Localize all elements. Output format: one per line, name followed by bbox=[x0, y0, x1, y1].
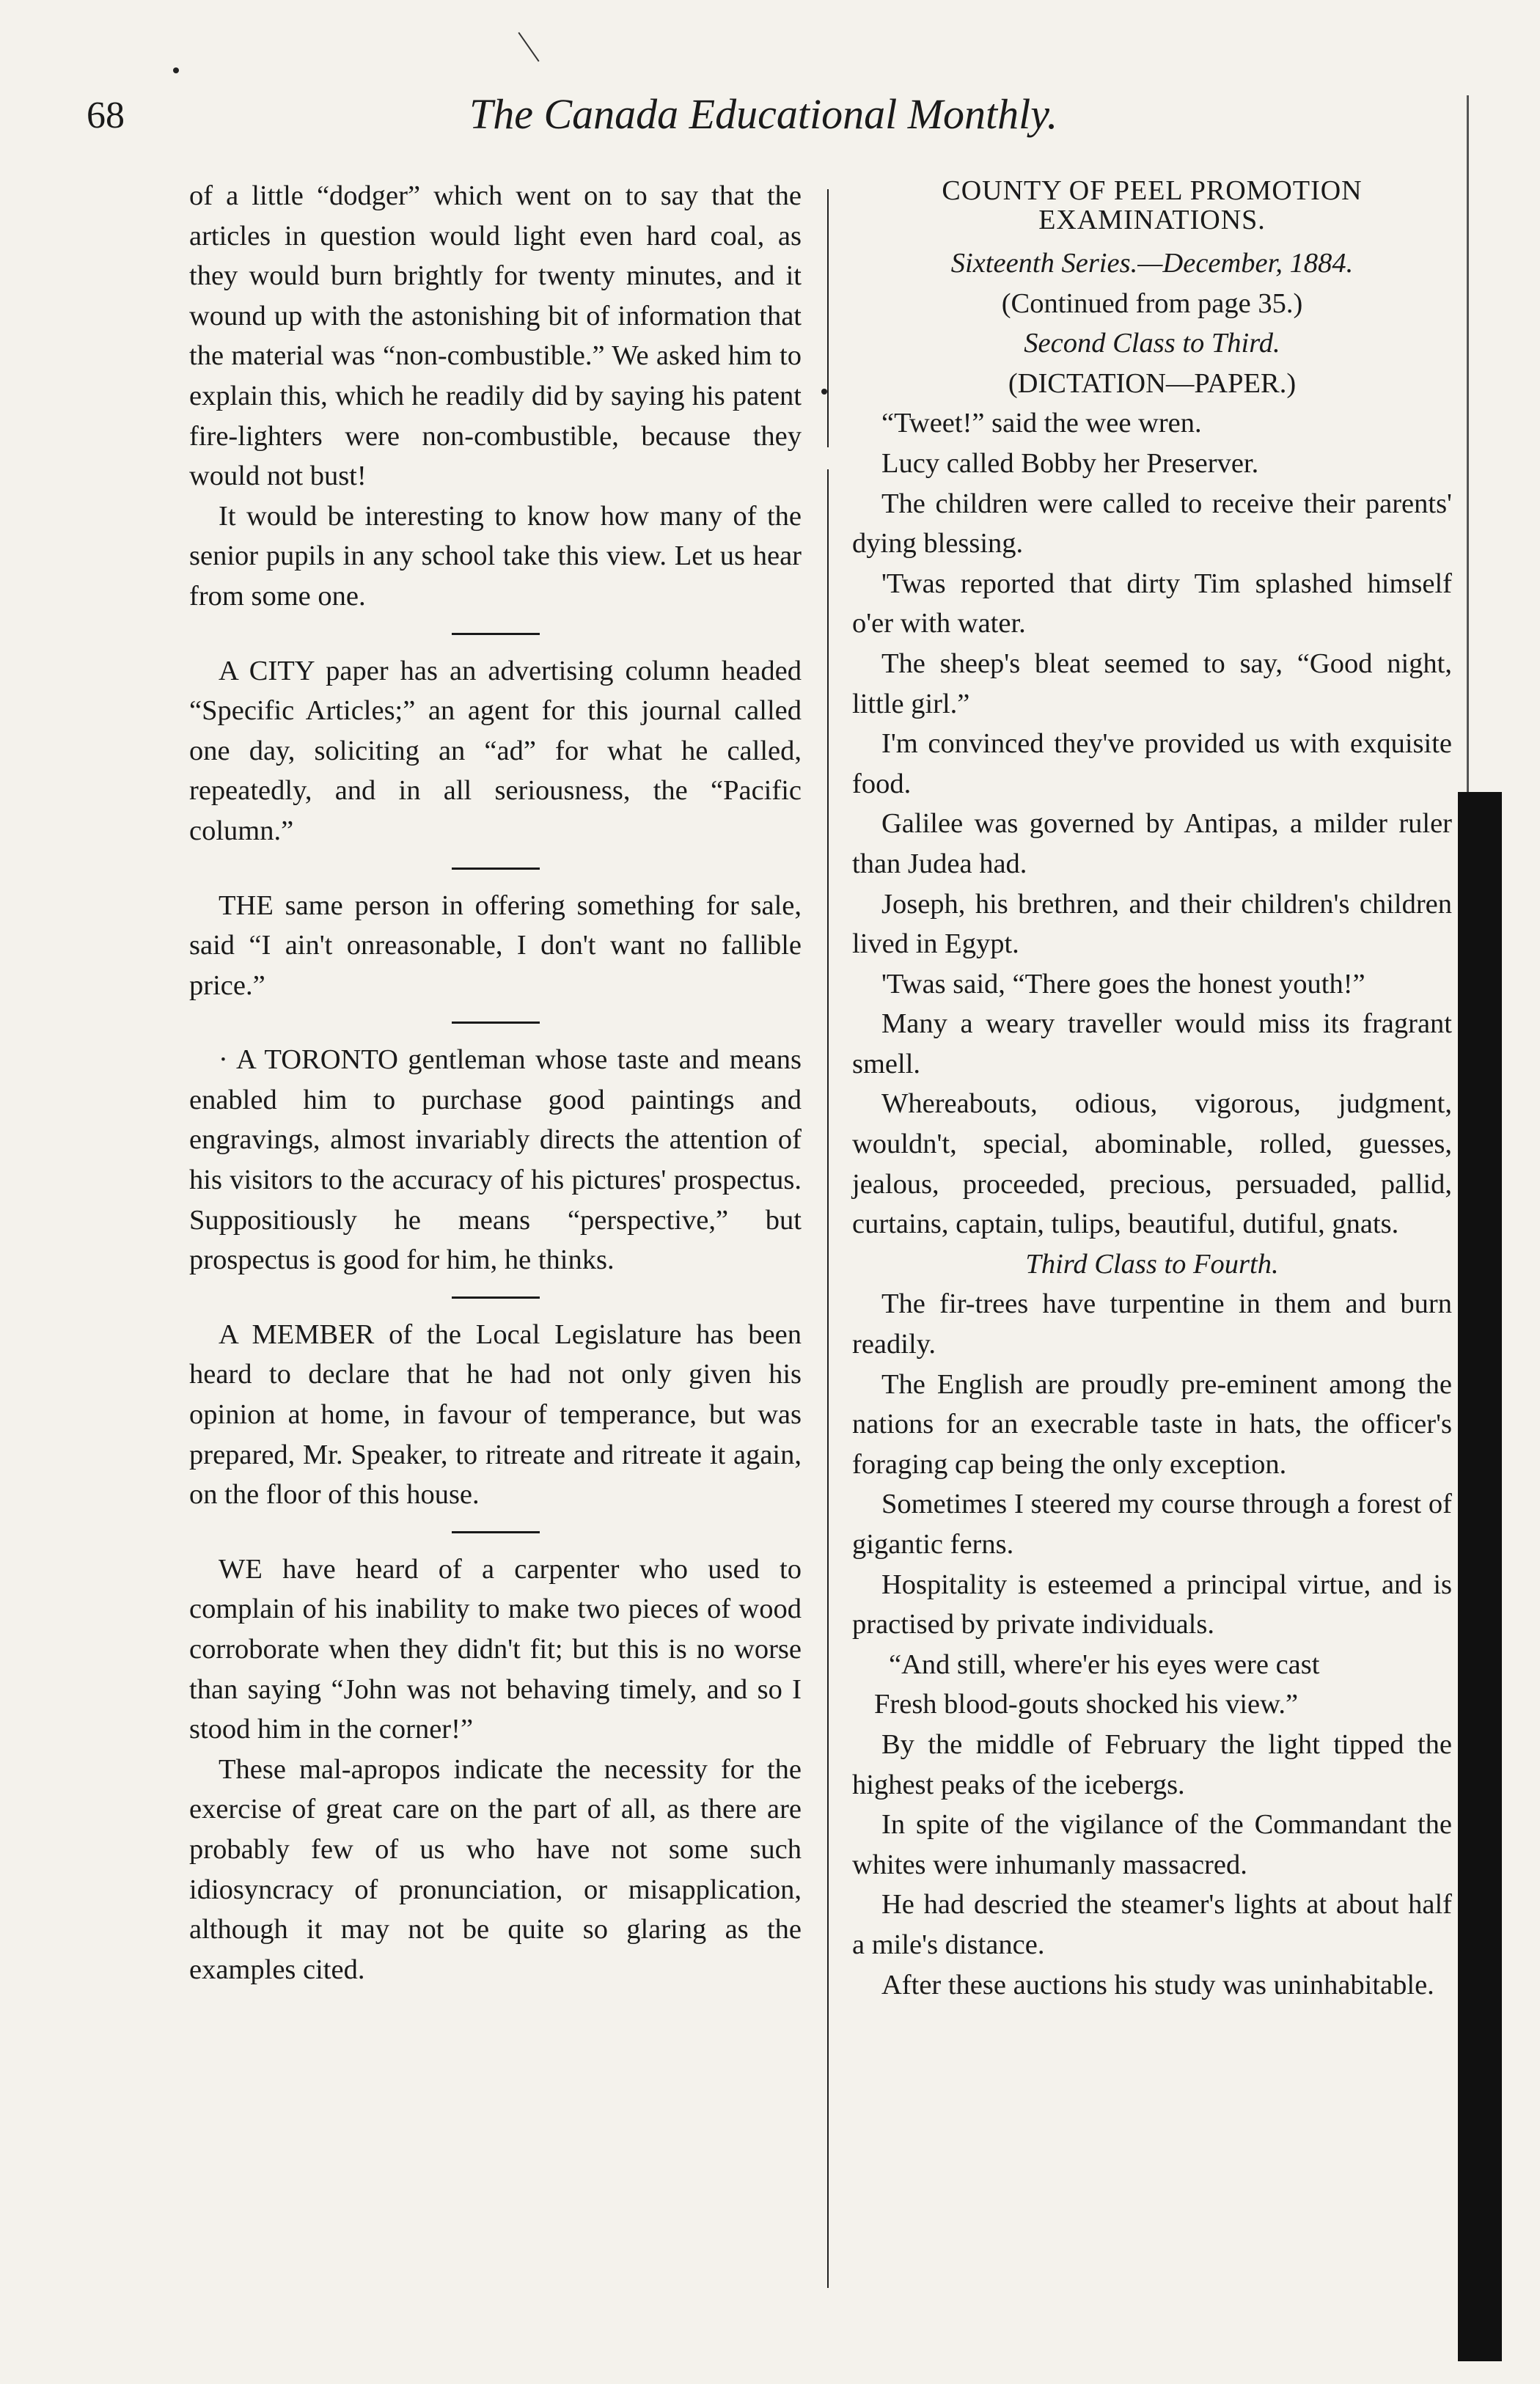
dictation-line: The children were called to receive their parents' dying blessing. bbox=[852, 488, 1452, 560]
paragraph: WE have heard of a carpenter who used to complain of his inability to make two pieces of wood corroborate when they didn't fit; but this is no worse than saying “John was not behaving timely, and so I stood him in the corner!” bbox=[189, 1553, 802, 1745]
poem-line: Fresh blood-gouts shocked his view.” bbox=[874, 1689, 1299, 1720]
dictation-line: “Tweet!” said the wee wren. bbox=[881, 408, 1202, 439]
dictation-line: Many a weary traveller would miss its fragrant smell. bbox=[852, 1008, 1452, 1079]
dictation-line: 'Twas reported that dirty Tim splashed himself o'er with water. bbox=[852, 568, 1452, 639]
dictation-line: Galilee was governed by Antipas, a milder ruler than Judea had. bbox=[852, 808, 1452, 879]
exam-title: COUNTY OF PEEL PROMOTION EXAMINATIONS. bbox=[942, 175, 1363, 235]
column-divider bbox=[827, 469, 829, 2288]
print-speck bbox=[173, 67, 179, 73]
dictation-line: The English are proudly pre-eminent among the nations for an execrable taste in hats, the officer's foraging cap being the only exception. bbox=[852, 1368, 1452, 1480]
print-mark bbox=[518, 32, 539, 62]
print-speck bbox=[821, 389, 827, 395]
paragraph: A MEMBER of the Local Legislature has been heard to declare that he had not only given his opinion at home, in favour of temperance, but was prepared, Mr. Speaker, to ritreate and ritreate it again, on the floor of this house. bbox=[189, 1318, 802, 1511]
dictation-line: He had descried the steamer's lights at about half a mile's distance. bbox=[852, 1889, 1452, 1960]
dictation-line: I'm convinced they've provided us with exquisite food. bbox=[852, 728, 1452, 799]
section-rule bbox=[452, 633, 540, 635]
dictation-line: Sometimes I steered my course through a forest of gigantic ferns. bbox=[852, 1489, 1452, 1560]
dictation-line: By the middle of February the light tipped the highest peaks of the icebergs. bbox=[852, 1728, 1452, 1800]
dictation-line: Lucy called Bobby her Preserver. bbox=[881, 447, 1259, 479]
continued-note: (Continued from page 35.) bbox=[1001, 287, 1303, 319]
page-number: 68 bbox=[87, 95, 125, 136]
exam-series: Sixteenth Series.—December, 1884. bbox=[950, 248, 1354, 279]
running-title: The Canada Educational Monthly. bbox=[469, 90, 1058, 138]
section-rule bbox=[452, 1296, 540, 1299]
dictation-line: Hospitality is esteemed a principal virtue, and is practised by private individuals. bbox=[852, 1569, 1452, 1640]
paragraph: · A TORONTO gentleman whose taste and means enabled him to purchase good paintings and engravings, almost invariably directs the attention of his visitors to the accuracy of his pictures' prospectus. Suppositiously he means “perspective,” but prospectus is good for him, he thinks. bbox=[189, 1044, 802, 1276]
column-divider-top bbox=[827, 189, 829, 447]
dictation-line: After these auctions his study was uninhabitable. bbox=[881, 1969, 1434, 2000]
section-rule bbox=[452, 1022, 540, 1024]
right-column bbox=[852, 176, 1452, 2005]
paragraph: of a little “dodger” which went on to say that the articles in question would light even hard coal, as they would burn brightly for twenty minutes, and it wound up with the astonishing bit of information that the material was “non-combustible.” We asked him to explain this, which he readily did by saying his patent fire-lighters were non-combustible, because they would not bust! bbox=[189, 180, 802, 492]
paragraph: These mal-apropos indicate the necessity for the exercise of great care on the part of all, as there are probably few of us who have not some such idiosyncracy of pronunciation, or misapplication, although it may not be quite so glaring as the examples cited. bbox=[189, 1753, 802, 1985]
dictation-line: 'Twas said, “There goes the honest youth!” bbox=[881, 968, 1365, 1000]
section-rule bbox=[452, 1531, 540, 1533]
section-heading: Third Class to Fourth. bbox=[1025, 1248, 1279, 1280]
page-edge-line bbox=[1467, 95, 1469, 792]
paragraph: THE same person in offering something for sale, said “I ain't onreasonable, I don't want no fallible price.” bbox=[189, 890, 802, 1001]
section-rule bbox=[452, 868, 540, 870]
dictation-line: Joseph, his brethren, and their children's children lived in Egypt. bbox=[852, 888, 1452, 960]
left-column bbox=[189, 176, 802, 1989]
paper-label: (DICTATION—PAPER.) bbox=[1008, 367, 1297, 399]
poem-line: “And still, where'er his eyes were cast bbox=[889, 1648, 1320, 1680]
paragraph: It would be interesting to know how many of the senior pupils in any school take this view. Let us hear from some one. bbox=[189, 500, 802, 612]
dictation-line: The sheep's bleat seemed to say, “Good night, little girl.” bbox=[852, 648, 1452, 719]
spelling-list: Whereabouts, odious, vigorous, judgment, wouldn't, special, abominable, rolled, guesses, jealous, proceeded, precious, persuaded, pallid, curtains, captain, tulips, beautiful, dutiful, gnats. bbox=[852, 1088, 1452, 1240]
section-heading: Second Class to Third. bbox=[1024, 328, 1280, 359]
dictation-line: The fir-trees have turpentine in them and burn readily. bbox=[852, 1288, 1452, 1360]
paragraph: A CITY paper has an advertising column headed “Specific Articles;” an agent for this journal called one day, soliciting an “ad” for what he called, repeatedly, and in all seriousness, the “Pacific column.” bbox=[189, 655, 802, 846]
page-edge-shadow bbox=[1458, 792, 1502, 2361]
dictation-line: In spite of the vigilance of the Commandant the whites were inhumanly massacred. bbox=[852, 1809, 1452, 1880]
